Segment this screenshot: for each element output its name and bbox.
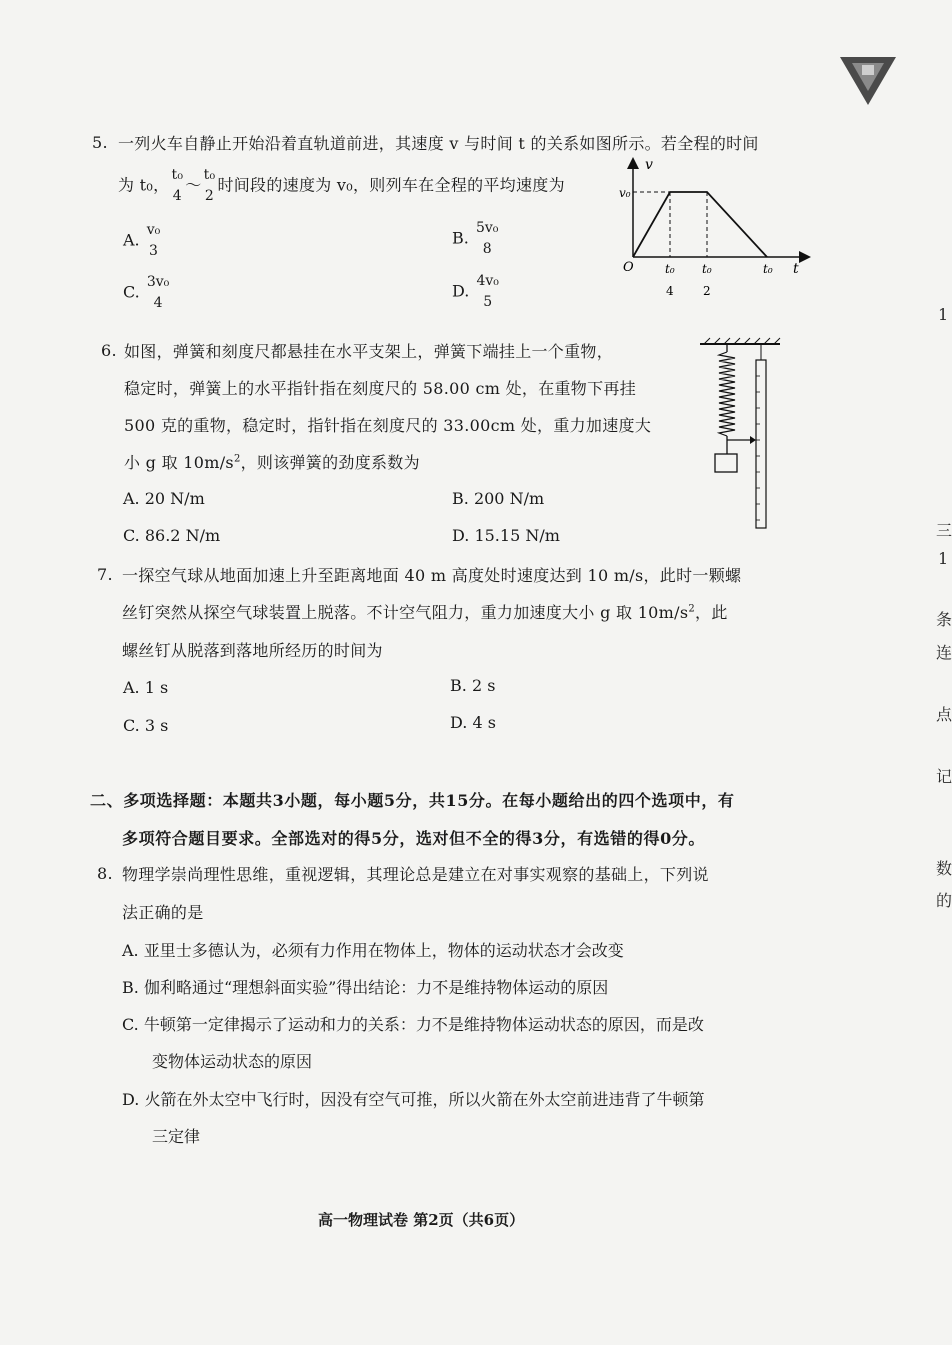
velocity-time-graph [615, 155, 815, 305]
t0-2-den: 2 [703, 284, 711, 298]
q6-line4-prefix: 小 g 取 10m/s [124, 453, 234, 472]
superscript: 2 [233, 453, 241, 465]
option-label: C. [123, 282, 140, 302]
option-text: 200 N/m [473, 489, 545, 508]
t0-4-den: 4 [666, 284, 674, 298]
option-fraction [147, 220, 161, 262]
q5-option-b[interactable] [452, 218, 500, 260]
option-label: D. [450, 713, 468, 732]
q6-line4-suffix: ，则该弹簧的劲度系数为 [240, 453, 420, 472]
q5-line2-suffix: 时间段的速度为 v₀，则列车在全程的平均速度为 [217, 175, 565, 195]
q8-stem-line1: 物理学崇尚理性思维，重视逻辑，其理论总是建立在对事实观察的基础上，下列说 [122, 865, 709, 884]
q5-option-c[interactable] [123, 272, 171, 314]
tilde: ～ [185, 175, 202, 195]
frac-num: t₀ [171, 167, 184, 183]
q5-stem-line1: 一列火车自静止开始沿着直轨道前进，其速度 v 与时间 t 的关系如图所示。若全程的时间 [118, 134, 759, 153]
option-label: B. [452, 489, 469, 508]
q7-line2-suffix: ，此 [695, 603, 728, 622]
edge-char-5: 连 [936, 643, 952, 662]
option-label: A. [123, 230, 140, 250]
frac-den: 4 [172, 188, 182, 204]
frac-den: 8 [482, 241, 492, 257]
frac-den: 5 [483, 294, 493, 310]
option-label: B. [452, 228, 469, 248]
option-text: 伽利略通过“理想斜面实验”得出结论：力不是维持物体运动的原因 [143, 978, 609, 997]
option-label: C. [122, 1015, 139, 1034]
q6-option-c[interactable] [123, 526, 220, 545]
q7-stem-line2 [122, 600, 728, 623]
edge-char-6: 点 [936, 705, 952, 724]
spring-coil [719, 352, 735, 436]
q7-option-b[interactable] [450, 676, 495, 695]
q5-number: 5. [92, 133, 108, 152]
q7-line2-prefix: 丝钉突然从探空气球装置上脱落。不计空气阻力，重力加速度大小 g 取 10m/s [122, 603, 689, 622]
edge-char-2: 三 [936, 521, 952, 540]
edge-char-3: 1 [938, 549, 949, 568]
option-fraction [476, 218, 498, 260]
q6-option-d[interactable] [452, 526, 560, 545]
option-fraction [476, 271, 498, 313]
option-text: 亚里士多德认为，必须有力作用在物体上，物体的运动状态才会改变 [143, 941, 624, 960]
section2-heading-line2: 多项符合题目要求。全部选对的得5分，选对但不全的得3分，有选错的得0分。 [122, 829, 705, 848]
q8-option-d-line2: 三定律 [152, 1127, 201, 1146]
option-label: C. [123, 526, 140, 545]
q8-option-c[interactable] [122, 1012, 704, 1035]
q6-stem-line2: 稳定时，弹簧上的水平指针指在刻度尺的 58.00 cm 处，在重物下再挂 [124, 379, 636, 398]
option-text: 3 s [144, 716, 169, 735]
pointer-arrowhead [750, 436, 756, 444]
option-label: A. [123, 489, 140, 508]
frac-num: t₀ [203, 167, 216, 183]
q7-option-c[interactable] [123, 716, 168, 735]
option-text: 4 s [472, 713, 496, 732]
frac-num: v₀ [146, 222, 161, 238]
q5-line2-prefix: 为 t₀， [118, 175, 170, 195]
q5-option-d[interactable] [452, 271, 501, 313]
q6-stem-line3: 500 克的重物，稳定时，指针指在刻度尺的 33.00cm 处，重力加速度大 [124, 416, 652, 435]
q6-option-b[interactable] [452, 489, 544, 508]
fraction-t0-over-2 [204, 165, 216, 207]
frac-num: 4v₀ [476, 273, 499, 289]
origin-label: O [623, 260, 634, 275]
q6-stem-line1: 如图，弹簧和刻度尺都悬挂在水平支架上，弹簧下端挂上一个重物， [124, 342, 614, 361]
option-label: A. [122, 941, 139, 960]
weight-block [715, 454, 737, 472]
section2-heading-line1: 二、多项选择题：本题共3小题，每小题5分，共15分。在每小题给出的四个选项中，有 [90, 791, 735, 810]
q8-option-d[interactable] [122, 1087, 704, 1110]
frac-den: 2 [204, 188, 215, 204]
edge-char-1: 1 [938, 305, 949, 324]
spring-ruler-figure [698, 336, 788, 534]
option-text-line1: 火箭在外太空中飞行时，因没有空气可推，所以火箭在外太空前进违背了牛顿第 [144, 1090, 705, 1109]
page-footer: 高一物理试卷 第2页（共6页） [318, 1211, 525, 1229]
t0-2-num: t₀ [702, 262, 712, 276]
q7-option-a[interactable] [123, 678, 168, 697]
t-axis-label: t [793, 261, 799, 277]
option-text: 1 s [144, 678, 169, 697]
superscript: 2 [688, 603, 696, 615]
edge-char-4: 条 [936, 610, 952, 629]
q6-stem-line4 [124, 450, 420, 473]
q7-stem-line3: 螺丝钉从脱落到落地所经历的时间为 [122, 641, 383, 660]
q8-stem-line2: 法正确的是 [122, 903, 204, 922]
edge-char-9: 的 [936, 891, 952, 910]
option-label: A. [123, 678, 140, 697]
frac-num: 5v₀ [475, 220, 499, 236]
edge-char-7: 记 [936, 767, 952, 786]
q8-number: 8. [97, 864, 113, 883]
option-text: 86.2 N/m [144, 526, 221, 545]
option-fraction [147, 272, 169, 314]
option-text: 2 s [471, 676, 496, 695]
corner-logo [838, 55, 898, 107]
option-label: C. [123, 716, 140, 735]
v-axis-label: v [645, 157, 653, 173]
q7-number: 7. [97, 565, 113, 584]
option-label: B. [122, 978, 139, 997]
q5-option-a[interactable] [123, 220, 162, 262]
v0-label: v₀ [619, 186, 631, 200]
frac-den: 3 [149, 243, 158, 259]
velocity-curve [633, 192, 767, 257]
option-text: 15.15 N/m [474, 526, 560, 545]
q7-option-d[interactable] [450, 713, 496, 732]
option-label: D. [122, 1090, 140, 1109]
ruler [756, 360, 766, 528]
edge-char-8: 数 [936, 859, 952, 878]
q6-number: 6. [101, 341, 117, 360]
q5-stem-line2 [118, 165, 565, 207]
option-label: D. [452, 526, 470, 545]
q8-option-c-line2: 变物体运动状态的原因 [152, 1052, 313, 1071]
option-text: 20 N/m [144, 489, 205, 508]
option-text-line1: 牛顿第一定律揭示了运动和力的关系：力不是维持物体运动状态的原因，而是改 [143, 1015, 704, 1034]
t0-4-num: t₀ [665, 262, 675, 276]
fraction-t0-over-4 [171, 165, 183, 207]
q7-stem-line1: 一探空气球从地面加速上升至距离地面 40 m 高度处时速度达到 10 m/s，此时一颗螺 [122, 566, 742, 585]
option-label: B. [450, 676, 467, 695]
option-label: D. [452, 281, 470, 301]
q8-option-a[interactable] [122, 938, 624, 961]
q6-option-a[interactable] [123, 489, 205, 508]
frac-num: 3v₀ [146, 274, 170, 290]
q8-option-b[interactable] [122, 975, 608, 998]
frac-den: 4 [153, 295, 163, 311]
t0-label: t₀ [763, 262, 773, 276]
